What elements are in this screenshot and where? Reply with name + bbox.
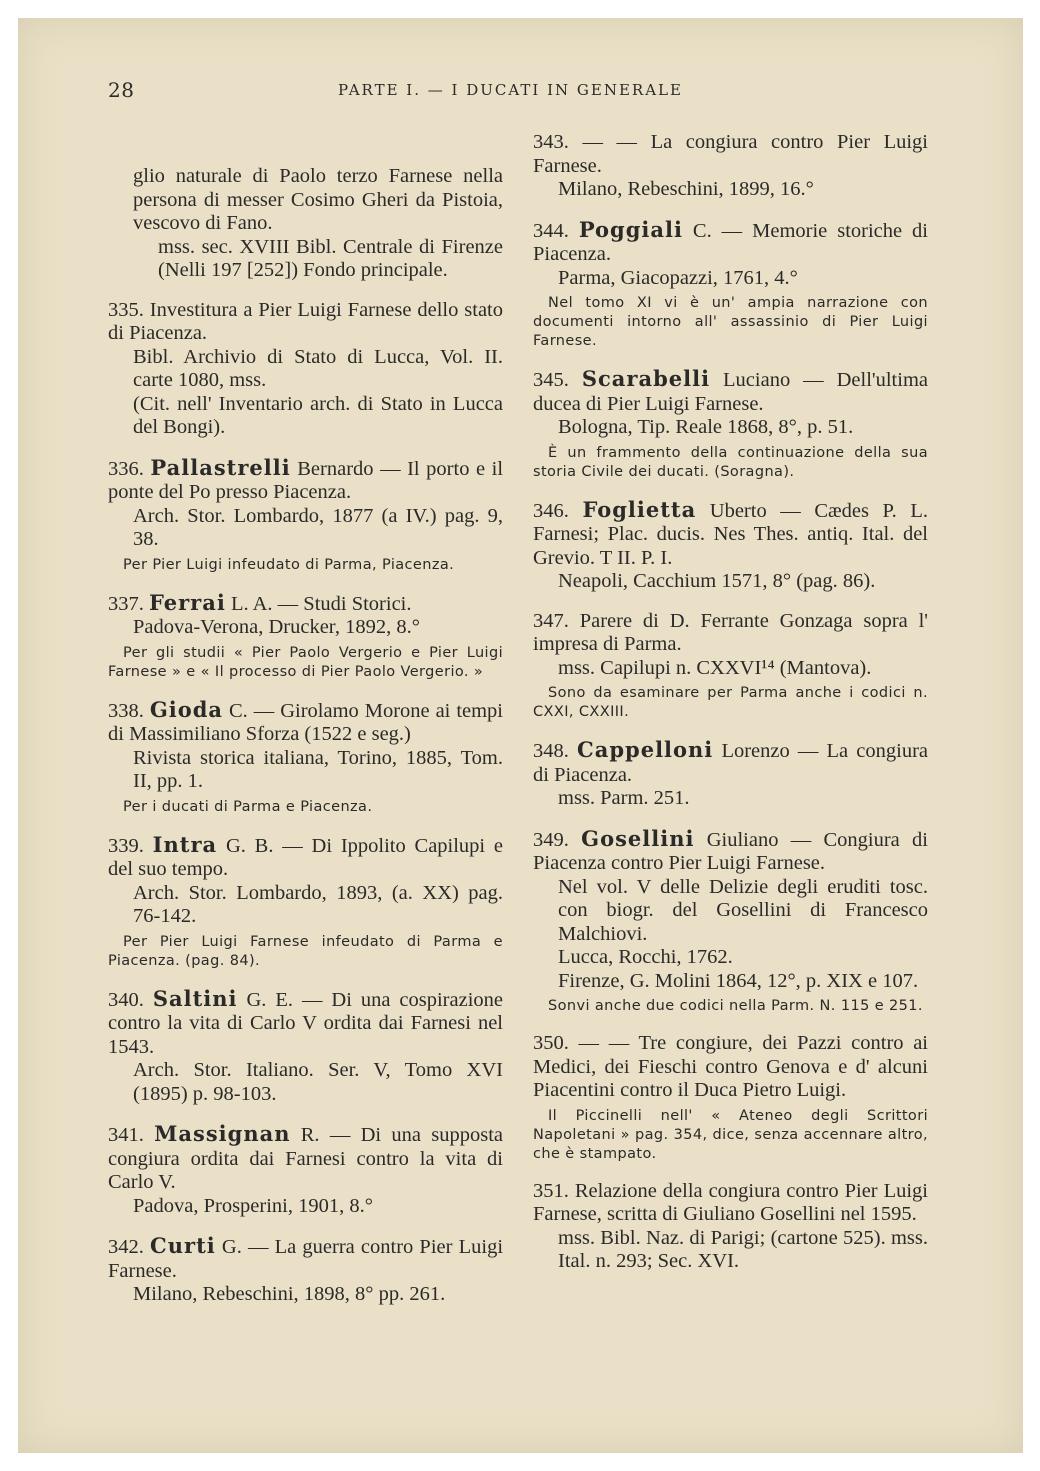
entry-author: Massignan bbox=[154, 1121, 291, 1146]
entry-note: Per Pier Luigi Farnese infeudato di Parma e Piacenza. (pag. 84). bbox=[108, 933, 503, 969]
entry-source: Bibl. Archivio di Stato di Lucca, Vol. II. carte 1080, mss. bbox=[133, 345, 503, 391]
entry-350 bbox=[533, 1032, 928, 1164]
entry-author: Ferrai bbox=[149, 589, 226, 615]
entry-number: 340. bbox=[108, 988, 144, 1011]
entry-number: 349. bbox=[533, 828, 569, 851]
entry-number: 343. bbox=[533, 131, 569, 153]
entry-351 bbox=[533, 1180, 928, 1274]
entry-number: 337. bbox=[108, 592, 144, 615]
entry-author: Scarabelli bbox=[581, 366, 711, 391]
entry-title: Parere di D. Ferrante Gonzaga sopra l' impresa di Parma. bbox=[533, 609, 929, 655]
entry-336 bbox=[108, 456, 503, 575]
entry-347 bbox=[533, 610, 928, 723]
entry-title: G. — La guerra contro Pier Luigi Farnese. bbox=[108, 1236, 504, 1282]
entry-title: R. — Di una supposta congiura ordita dai Farnesi contro la vita di Carlo V. bbox=[108, 1124, 504, 1193]
entry-title: G. E. — Di una cospirazione contro la vita di Carlo V ordita dai Farnesi nel 1543. bbox=[108, 988, 503, 1058]
entry-title: C. — Memorie storiche di Piacenza. bbox=[533, 219, 929, 265]
entry-source: Nel vol. V delle Delizie degli eruditi tosc. con biogr. del Gosellini di Francesco Malchiovi. bbox=[558, 875, 928, 945]
entry-author: Cappelloni bbox=[577, 737, 714, 762]
entry-author: Pallastrelli bbox=[150, 454, 291, 480]
entry-note: Per i ducati di Parma e Piacenza. bbox=[123, 798, 373, 815]
entry-source: Parma, Giacopazzi, 1761, 4.° bbox=[558, 266, 798, 289]
entry-note: Il Piccinelli nell' « Ateneo degli Scrittori Napoletani » pag. 354, dice, senza accennare altro, che è stampato. bbox=[533, 1107, 928, 1162]
entry-number: 351. bbox=[533, 1179, 569, 1202]
entry-340 bbox=[108, 987, 503, 1107]
entry-source: Milano, Rebeschini, 1899, 16.° bbox=[558, 178, 814, 200]
entry-source: Arch. Stor. Italiano. Ser. V, Tomo XVI (1895) p. 98-103. bbox=[133, 1059, 503, 1105]
entry-note: Sonvi anche due codici nella Parm. N. 115 e 251. bbox=[548, 998, 923, 1014]
entry-author: Gioda bbox=[149, 696, 224, 722]
entry-number: 346. bbox=[533, 499, 569, 522]
entry-author: Curti bbox=[150, 1233, 216, 1258]
entry-source: mss. Bibl. Naz. di Parigi; (cartone 525). mss. Ital. n. 293; Sec. XVI. bbox=[558, 1226, 928, 1272]
entry-339 bbox=[108, 833, 503, 971]
entry-source: Rivista storica italiana, Torino, 1885, Tom. II, pp. 1. bbox=[133, 746, 503, 792]
running-title: PARTE I. — I DUCATI IN GENERALE bbox=[338, 81, 683, 99]
entry-337 bbox=[108, 591, 503, 682]
entry-source: Neapoli, Cacchium 1571, 8° (pag. 86). bbox=[558, 570, 876, 592]
entry-note: Nel tomo XI vi è un' ampia narrazione con documenti intorno all' assassinio di Pier Luigi Farnese. bbox=[533, 295, 928, 349]
entry-title: — — Tre congiure, dei Pazzi contro ai Medici, dei Fieschi contro Genova e d' alcuni Piacentini contro il Duca Pietro Luigi. bbox=[533, 1032, 929, 1101]
entry-source: mss. sec. XVIII Bibl. Centrale di Firenze (Nelli 197 [252]) Fondo principale. bbox=[158, 235, 503, 281]
entry-title: L. A. — Studi Storici. bbox=[230, 592, 412, 615]
entry-note: Per gli studii « Pier Paolo Vergerio e Pier Luigi Farnese » e « Il processo di Pier Paolo Vergerio. » bbox=[108, 644, 503, 680]
entry-334-continuation bbox=[108, 165, 503, 283]
entry-title: Bernardo — Il porto e il ponte del Po presso Piacenza. bbox=[108, 457, 504, 503]
entry-author: Saltini bbox=[152, 985, 238, 1011]
entry-source: Arch. Stor. Lombardo, 1893, (a. XX) pag. 76-142. bbox=[133, 881, 503, 927]
entry-346 bbox=[533, 498, 928, 594]
entry-338 bbox=[108, 698, 503, 817]
entry-source-edition-2: Firenze, G. Molini 1864, 12°, p. XIX e 107. bbox=[558, 969, 919, 992]
entry-number: 350. bbox=[533, 1032, 569, 1054]
running-head bbox=[108, 78, 988, 102]
entry-number: 339. bbox=[108, 834, 144, 857]
entry-number: 345. bbox=[533, 369, 569, 391]
entry-author: Poggiali bbox=[578, 216, 683, 242]
left-column bbox=[108, 131, 503, 1323]
entry-text: glio naturale di Paolo terzo Farnese nella persona di messer Cosimo Gheri da Pistoia, vescovo di Fano. bbox=[133, 165, 503, 234]
entry-number: 348. bbox=[533, 740, 569, 762]
entry-source: mss. Parm. 251. bbox=[558, 787, 690, 809]
entry-343 bbox=[533, 131, 928, 202]
entry-341 bbox=[108, 1122, 503, 1218]
entry-source: Padova-Verona, Drucker, 1892, 8.° bbox=[133, 616, 420, 638]
entry-author: Intra bbox=[152, 831, 218, 857]
entry-source-edition: Lucca, Rocchi, 1762. bbox=[558, 946, 733, 968]
entry-number: 335. bbox=[108, 298, 144, 321]
entry-note: Per Pier Luigi infeudato di Parma, Piacenza. bbox=[123, 556, 455, 573]
entry-344 bbox=[533, 218, 928, 352]
entry-342 bbox=[108, 1234, 503, 1307]
entry-title: Luciano — Dell'ultima ducea di Pier Luigi Farnese. bbox=[533, 369, 928, 415]
entry-title: Lorenzo — La congiura di Piacenza. bbox=[533, 740, 929, 786]
entry-348 bbox=[533, 738, 928, 811]
book-page bbox=[18, 18, 1023, 1453]
page-number: 28 bbox=[108, 78, 135, 102]
entry-345 bbox=[533, 367, 928, 482]
entry-335 bbox=[108, 299, 503, 440]
entry-number: 338. bbox=[108, 699, 144, 722]
entry-author: Foglietta bbox=[582, 496, 697, 522]
entry-note: Sono da esaminare per Parma anche i codici n. CXXI, CXXIII. bbox=[533, 685, 928, 720]
entry-source: Milano, Rebeschini, 1898, 8° pp. 261. bbox=[133, 1283, 446, 1305]
right-column bbox=[533, 131, 928, 1290]
entry-title: C. — Girolamo Morone ai tempi di Massimiliano Sforza (1522 e seg.) bbox=[108, 699, 504, 745]
entry-title: Uberto — Cædes P. L. Farnesi; Plac. ducis. Nes Thes. antiq. Ital. del Grevio. T II. P. I. bbox=[533, 499, 929, 569]
entry-number: 347. bbox=[533, 609, 569, 632]
entry-source: mss. Capilupi n. CXXVI¹⁴ (Mantova). bbox=[558, 656, 872, 679]
entry-title: — — La congiura contro Pier Luigi Farnese. bbox=[533, 131, 929, 177]
entry-number: 341. bbox=[108, 1124, 144, 1146]
entry-number: 342. bbox=[108, 1236, 144, 1258]
entry-title: Investitura a Pier Luigi Farnese dello stato di Piacenza. bbox=[108, 298, 503, 344]
entry-title: G. B. — Di Ippolito Capilupi e del suo tempo. bbox=[108, 834, 504, 880]
entry-title: Relazione della congiura contro Pier Luigi Farnese, scritta di Giuliano Gosellini nel 1595. bbox=[533, 1179, 928, 1225]
entry-source: Bologna, Tip. Reale 1868, 8°, p. 51. bbox=[558, 416, 854, 438]
entry-title: Giuliano — Congiura di Piacenza contro Pier Luigi Farnese. bbox=[533, 828, 928, 874]
entry-number: 344. bbox=[533, 219, 569, 242]
entry-note: È un frammento della continuazione della sua storia Civile dei ducati. (Soragna). bbox=[533, 444, 928, 480]
entry-number: 336. bbox=[108, 457, 144, 480]
entry-source-note: (Cit. nell' Inventario arch. di Stato in Lucca del Bongi). bbox=[133, 392, 503, 438]
entry-source: Arch. Stor. Lombardo, 1877 (a IV.) pag. 9, 38. bbox=[133, 504, 503, 550]
entry-source: Padova, Prosperini, 1901, 8.° bbox=[133, 1194, 373, 1217]
entry-author: Gosellini bbox=[581, 825, 695, 851]
entry-349 bbox=[533, 827, 928, 1017]
